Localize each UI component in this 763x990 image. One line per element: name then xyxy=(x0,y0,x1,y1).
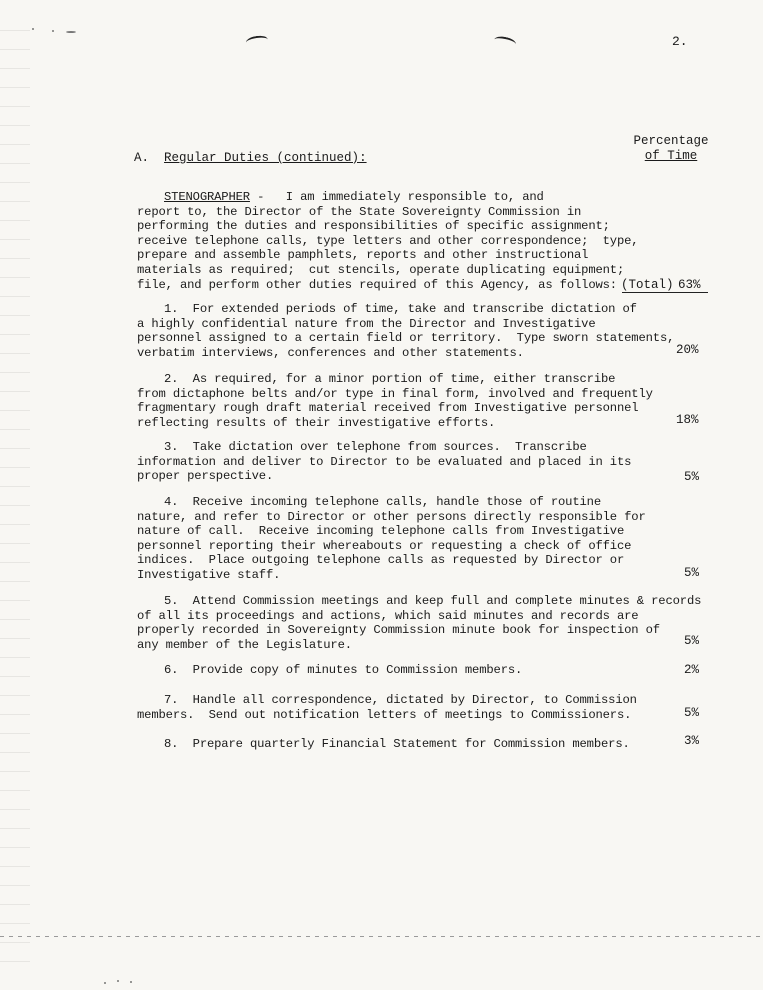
duty-line: information and deliver to Director to be evaluated and placed in its xyxy=(137,454,632,469)
duty-line: 5. Attend Commission meetings and keep full and complete minutes & records xyxy=(164,594,702,608)
duty-line: nature, and refer to Director or other persons directly responsible for xyxy=(137,509,646,524)
duty-line: verbatim interviews, conferences and other statements. xyxy=(137,345,524,360)
intro-line: report to, the Director of the State Sovereignty Commission in xyxy=(137,204,582,219)
scan-speck xyxy=(52,30,54,32)
intro-line: materials as required; cut stencils, operate duplicating equipment; xyxy=(137,263,625,277)
intro-line: file, and perform other duties required of this Agency, as follows: xyxy=(137,277,617,292)
duty-percent: 18% xyxy=(676,413,699,427)
scan-bottom-edge-line xyxy=(0,936,763,937)
scan-speck xyxy=(117,980,119,982)
section-heading xyxy=(134,151,367,165)
duty-line: 8. Prepare quarterly Financial Statement for Commission members. xyxy=(164,737,630,751)
intro-first-line xyxy=(164,190,544,205)
duty-line: properly recorded in Sovereignty Commission minute book for inspection of xyxy=(137,623,660,638)
scan-margin-noise xyxy=(0,20,30,980)
punch-mark-right xyxy=(493,35,517,49)
duty-line: 2. As required, for a minor portion of time, either transcribe xyxy=(164,372,616,386)
duty-percent: 5% xyxy=(684,470,700,484)
duty-line: personnel reporting their whereabouts or requesting a check of office xyxy=(137,538,632,553)
intro-total-percent: 63% xyxy=(678,277,701,292)
duty-line: any member of the Legislature. xyxy=(137,637,352,652)
duty-line: Investigative staff. xyxy=(137,568,281,582)
duty-line: 6. Provide copy of minutes to Commission members. xyxy=(164,663,523,677)
duty-line: fragmentary rough draft material received from Investigative personnel xyxy=(137,401,639,416)
duty-line: from dictaphone belts and/or type in final form, involved and frequently xyxy=(137,386,653,401)
scan-speck xyxy=(104,982,106,984)
header-line-of-time: of Time xyxy=(644,149,698,163)
header-line-percentage: Percentage xyxy=(633,134,709,148)
duty-line: members. Send out notification letters of meetings to Commissioners. xyxy=(137,707,632,722)
duty-percent: 5% xyxy=(684,706,700,720)
scan-speck xyxy=(32,28,34,30)
scan-speck xyxy=(66,31,76,33)
duty-percent: 5% xyxy=(684,566,700,580)
duty-line: proper perspective. xyxy=(137,469,274,484)
duty-line: 3. Take dictation over telephone from sources. Transcribe xyxy=(164,440,587,454)
duty-percent: 2% xyxy=(684,663,700,677)
duty-line: 4. Receive incoming telephone calls, handle those of routine xyxy=(164,495,601,509)
duty-percent: 5% xyxy=(684,634,700,648)
duty-line: 1. For extended periods of time, take and transcribe dictation of xyxy=(164,302,637,316)
intro-total-label: (Total) xyxy=(621,277,674,292)
duty-line: 7. Handle all correspondence, dictated by Director, to Commission xyxy=(164,693,637,707)
total-underline xyxy=(622,292,708,293)
page-number: 2. xyxy=(672,34,688,49)
scan-speck xyxy=(130,981,132,983)
intro-line: - I am immediately responsible to, and xyxy=(257,190,544,204)
intro-line: prepare and assemble pamphlets, reports and other instructional xyxy=(137,248,589,263)
duty-percent: 20% xyxy=(676,343,699,357)
stenographer-label: STENOGRAPHER xyxy=(164,190,250,204)
percentage-column-header xyxy=(632,134,710,164)
duty-percent: 3% xyxy=(684,734,700,748)
duty-line: a highly confidential nature from the Director and Investigative xyxy=(137,316,596,331)
intro-line: receive telephone calls, type letters and other correspondence; type, xyxy=(137,233,639,248)
duty-line: nature of call. Receive incoming telephone calls from Investigative xyxy=(137,524,625,539)
duty-line: reflecting results of their investigative efforts. xyxy=(137,415,496,430)
punch-mark-left xyxy=(245,35,268,48)
section-title: Regular Duties (continued): xyxy=(164,151,367,165)
section-letter: A. xyxy=(134,151,150,165)
duty-line: of all its proceedings and actions, which said minutes and records are xyxy=(137,608,639,623)
duty-line: indices. Place outgoing telephone calls as requested by Director or xyxy=(137,553,625,568)
intro-line: performing the duties and responsibilities of specific assignment; xyxy=(137,219,610,234)
duty-line: personnel assigned to a certain field or territory. Type sworn statements, xyxy=(137,331,675,346)
